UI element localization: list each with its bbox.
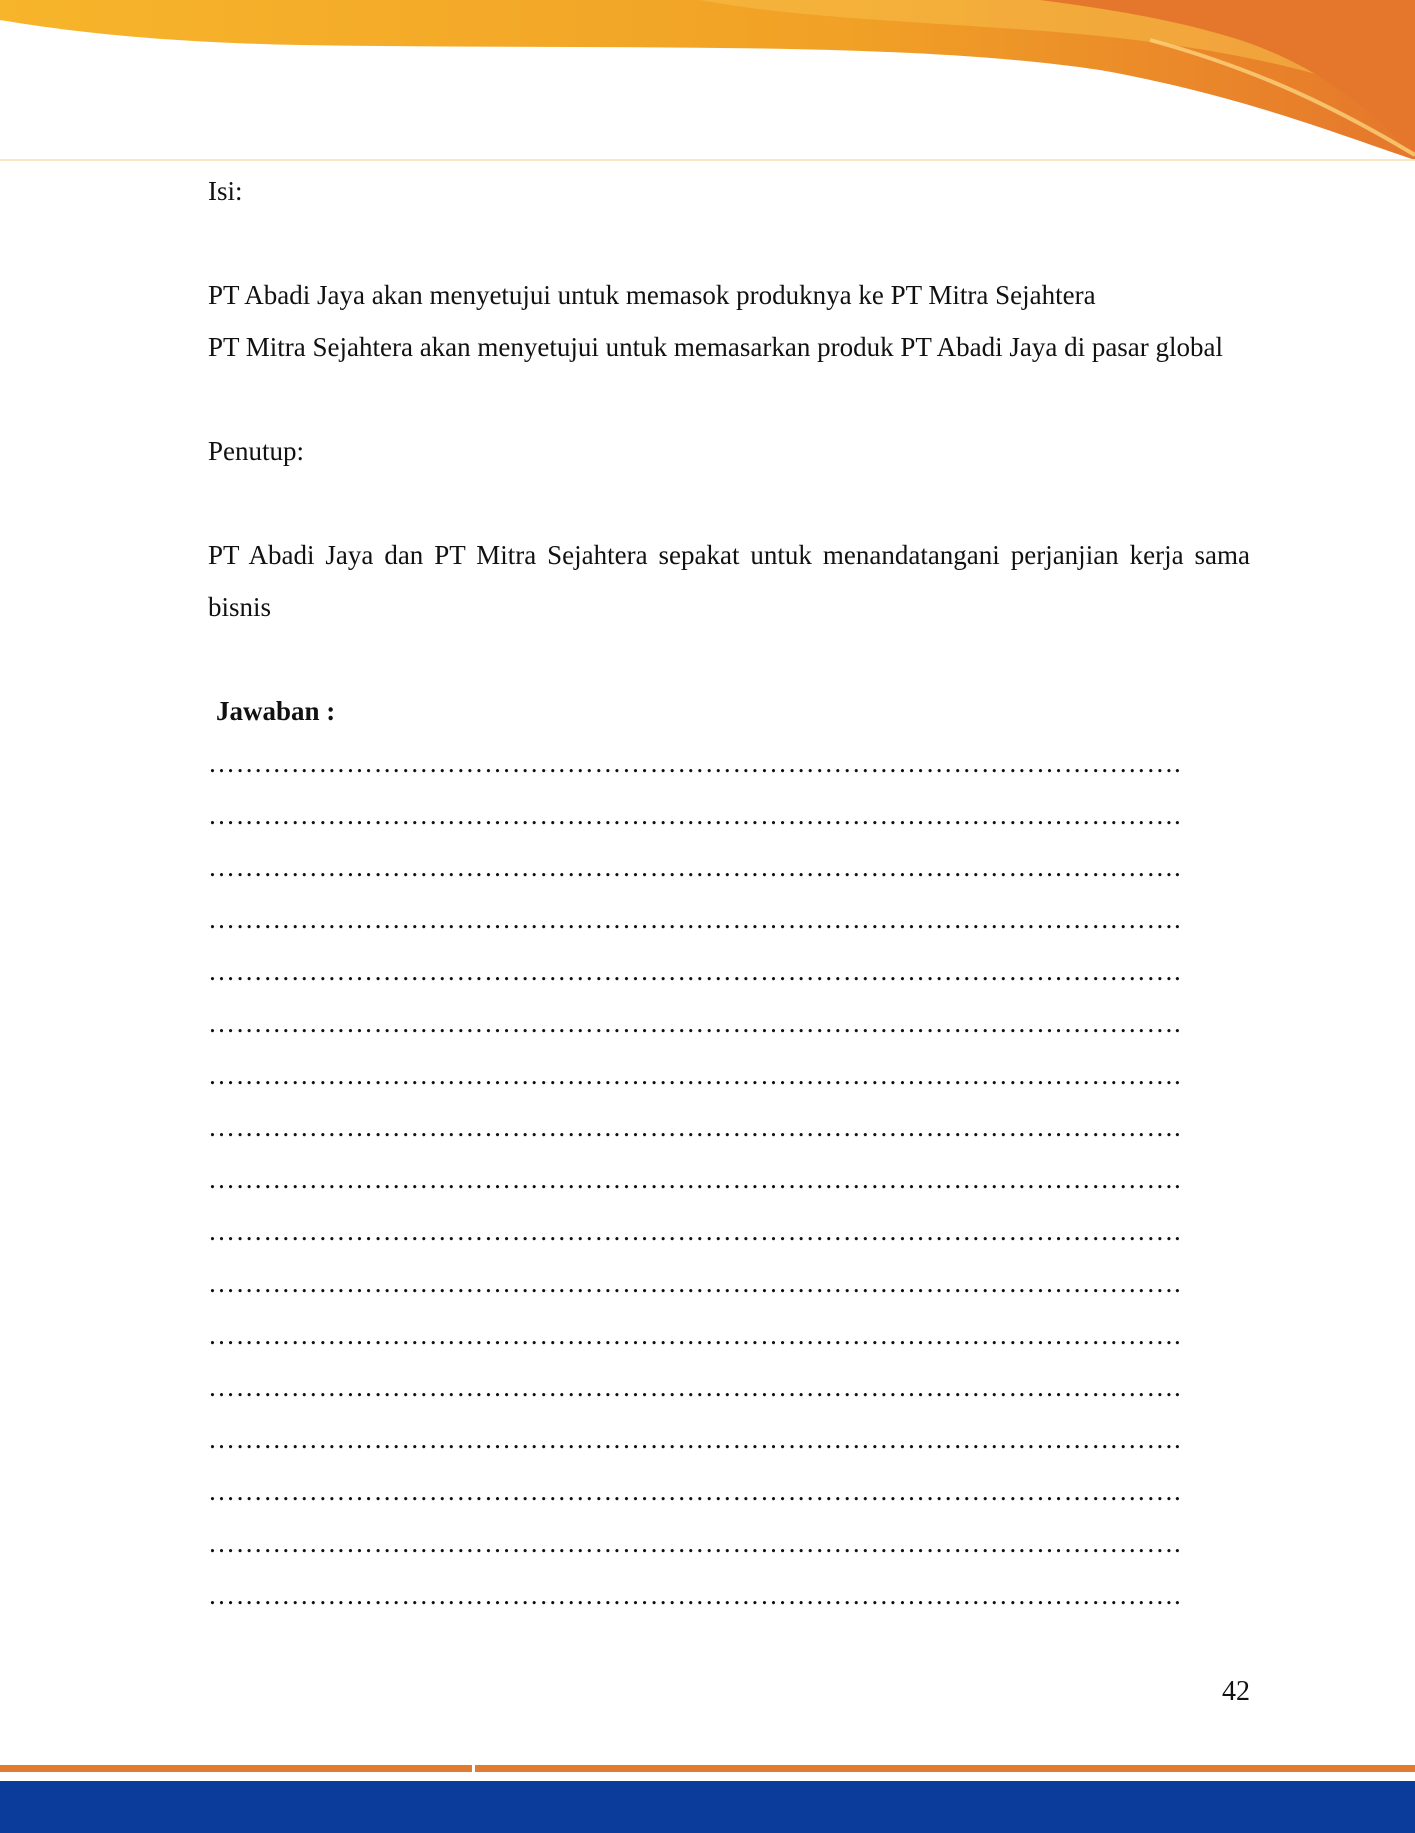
penutup-text: PT Abadi Jaya dan PT Mitra Sejahtera sepakat untuk menandatangani perjanjian kerja sama bisnis — [208, 540, 1250, 622]
answer-line[interactable]: ……………………………………………………………………………………………. — [208, 904, 1182, 934]
header-wave-decoration — [0, 0, 1415, 165]
answer-line[interactable]: ……………………………………………………………………………………………. — [208, 748, 1182, 778]
answer-line[interactable]: ……………………………………………………………………………………………. — [208, 956, 1182, 986]
answer-line[interactable]: ……………………………………………………………………………………………. — [208, 1268, 1182, 1298]
isi-line-1: PT Abadi Jaya akan menyetujui untuk memasok produknya ke PT Mitra Sejahtera — [208, 280, 1096, 310]
penutup-heading: Penutup: — [208, 436, 305, 466]
answer-line[interactable]: ……………………………………………………………………………………………. — [208, 1216, 1182, 1246]
footer-orange-stripe — [0, 1765, 1415, 1772]
answer-label: Jawaban : — [216, 696, 336, 726]
answer-line[interactable]: ……………………………………………………………………………………………. — [208, 1372, 1182, 1402]
answer-line[interactable]: ……………………………………………………………………………………………. — [208, 1476, 1182, 1506]
answer-line[interactable]: ……………………………………………………………………………………………. — [208, 1424, 1182, 1454]
footer-blue-band — [0, 1781, 1415, 1833]
page-number: 42 — [1222, 1676, 1250, 1707]
header-divider — [0, 159, 1415, 161]
answer-line[interactable]: ……………………………………………………………………………………………. — [208, 1112, 1182, 1142]
answer-line[interactable]: ……………………………………………………………………………………………. — [208, 1528, 1182, 1558]
answer-line[interactable]: ……………………………………………………………………………………………. — [208, 1320, 1182, 1350]
answer-line[interactable]: ……………………………………………………………………………………………. — [208, 1008, 1182, 1038]
document-body — [208, 165, 1250, 1621]
isi-heading: Isi: — [208, 176, 243, 206]
answer-lines[interactable] — [208, 737, 1250, 1621]
answer-line[interactable]: ……………………………………………………………………………………………. — [208, 1580, 1182, 1610]
footer-stripe-notch — [472, 1765, 475, 1772]
answer-line[interactable]: ……………………………………………………………………………………………. — [208, 800, 1182, 830]
answer-line[interactable]: ……………………………………………………………………………………………. — [208, 1164, 1182, 1194]
isi-line-2: PT Mitra Sejahtera akan menyetujui untuk memasarkan produk PT Abadi Jaya di pasar global — [208, 332, 1224, 362]
answer-line[interactable]: ……………………………………………………………………………………………. — [208, 852, 1182, 882]
answer-line[interactable]: ……………………………………………………………………………………………. — [208, 1060, 1182, 1090]
